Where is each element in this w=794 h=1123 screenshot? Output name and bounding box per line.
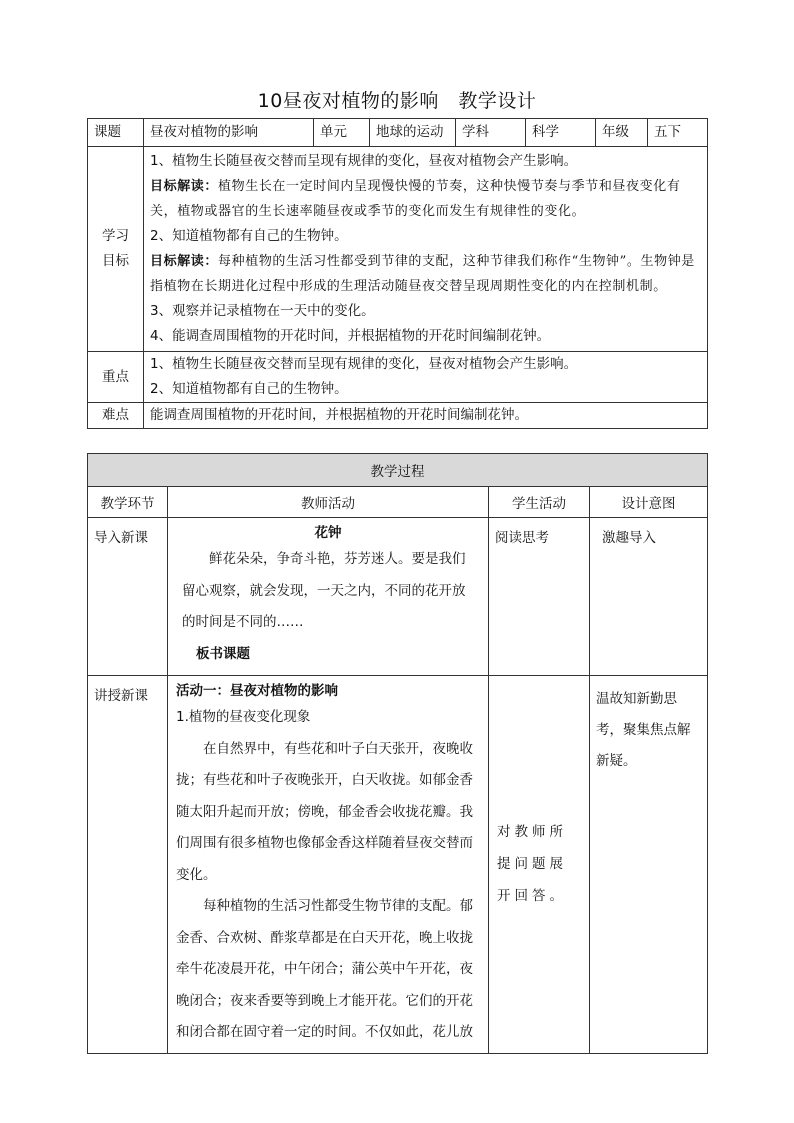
goal-4: 4、能调查周围植物的开花时间，并根据植物的开花时间编制花钟。 <box>150 328 551 344</box>
intro-stage: 导入新课 <box>88 518 168 676</box>
objectives-label: 学习 目标 <box>88 147 144 352</box>
lesson-label: 课题 <box>88 119 144 147</box>
grade-value: 五下 <box>648 119 708 147</box>
col-teacher: 教师活动 <box>168 487 489 518</box>
document-title: 10昼夜对植物的影响 教学设计 <box>257 90 537 112</box>
teach-teacher-activity <box>168 676 489 1054</box>
goal-2-interpretation: 目标解读：每种植物的生活习性都受到节律的支配，这种节律我们称作“生物钟”。生物钟是指植物在长期进化过程中形成的生理活动随昼夜交替呈现周期性变化的内在控制机制。 <box>150 254 695 294</box>
unit-value: 地球的运动 <box>370 119 456 147</box>
goal-2: 2、知道植物都有自己的生物钟。 <box>150 228 348 244</box>
difficult-label: 难点 <box>88 403 144 429</box>
intro-heading: 花钟 <box>314 525 342 541</box>
col-student: 学生活动 <box>489 487 590 518</box>
intro-text: 鲜花朵朵，争奇斗艳，芬芳迷人。要是我们留心观察，就会发现，一天之内，不同的花开放的时间是不同的…… <box>182 551 466 630</box>
col-intent: 设计意图 <box>590 487 708 518</box>
intro-student-activity: 阅读思考 <box>489 518 590 676</box>
goal-1-interpretation: 目标解读：植物生长在一定时间内呈现慢快慢的节奏，这种快慢节奏与季节和昼夜变化有关，植物或器官的生长速率随昼夜或季节的变化而发生有规律性的变化。 <box>150 179 681 219</box>
grade-label: 年级 <box>596 119 648 147</box>
activity-subheading: 1.植物的昼夜变化现象 <box>176 709 311 725</box>
subject-value: 科学 <box>526 119 596 147</box>
unit-label: 单元 <box>314 119 370 147</box>
key-point-1: 1、植物生长随昼夜交替而呈现有规律的变化，昼夜对植物会产生影响。 <box>150 356 578 372</box>
intro-board: 板书课题 <box>196 645 250 662</box>
process-title: 教学过程 <box>88 454 708 487</box>
key-point-2: 2、知道植物都有自己的生物钟。 <box>150 381 348 397</box>
col-stage: 教学环节 <box>88 487 168 518</box>
teach-paragraph-1: 在自然界中，有些花和叶子白天张开，夜晚收拢；有些花和叶子夜晚张开，白天收拢。如郁金香随太阳升起而开放；傍晚，郁金香会收拢花瓣。我们周围有很多植物也像郁金香这样随着昼夜交替而变化。 <box>176 740 473 883</box>
goal-3: 3、观察并记录植物在一天中的变化。 <box>150 303 375 319</box>
teach-stage: 讲授新课 <box>88 676 168 1054</box>
teach-student-activity: 对教师所提问题展开回答。 <box>489 676 590 1054</box>
subject-label: 学科 <box>456 119 526 147</box>
intro-teacher-activity <box>168 518 489 676</box>
intro-intent: 激趣导入 <box>590 518 708 676</box>
activity-heading: 活动一：昼夜对植物的影响 <box>176 683 338 699</box>
lesson-info-table <box>87 118 708 429</box>
teach-paragraph-2: 每种植物的生活习性都受生物节律的支配。郁金香、合欢树、酢浆草都是在白天开花，晚上收拢牵牛花凌晨开花，中午闭合；蒲公英中午开花，夜晚闭合；夜来香要等到晚上才能开花。它们的开花和闭合都在固守着一定的时间。不仅如此，花儿放 <box>176 898 473 1040</box>
key-points-label: 重点 <box>88 352 144 403</box>
key-points-content <box>144 352 708 403</box>
teach-intent: 温故知新勤思考，聚集焦点解新疑。 <box>590 676 708 1054</box>
lesson-value: 昼夜对植物的影响 <box>144 119 314 147</box>
objectives-content <box>144 147 708 352</box>
goal-1: 1、植物生长随昼夜交替而呈现有规律的变化，昼夜对植物会产生影响。 <box>150 153 578 169</box>
teaching-process-table <box>87 453 708 1054</box>
difficult-content: 能调查周围植物的开花时间，并根据植物的开花时间编制花钟。 <box>144 403 708 429</box>
